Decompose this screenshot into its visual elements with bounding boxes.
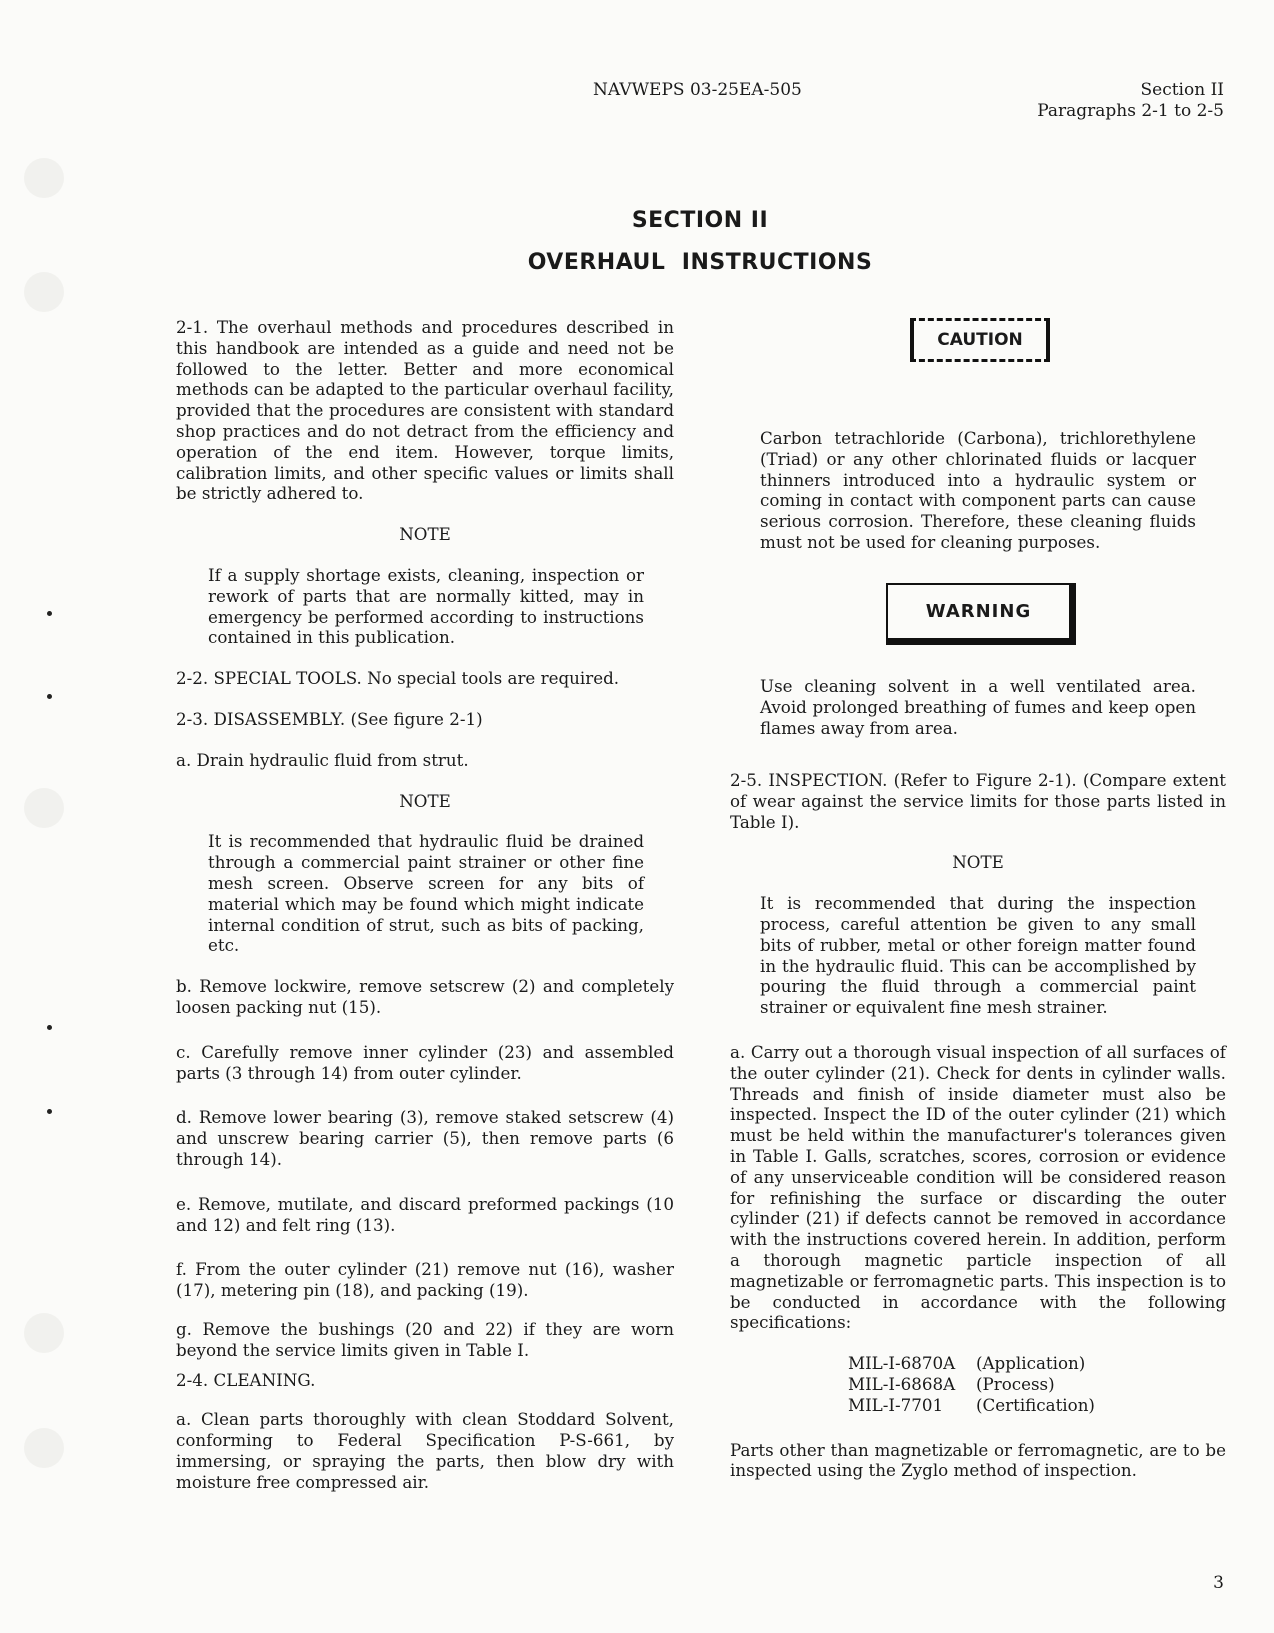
caution-text: Carbon tetrachloride (Carbona), trichlorethylene (Triad) or any other chlorinated fluids or lacquer thinners introduced into a hydraulic system or coming in contact with component parts can cause serious corrosion. Therefore, these cleaning fluids must not be used for cleaning purposes. bbox=[760, 428, 1196, 552]
caution-label: CAUTION bbox=[910, 318, 1050, 362]
right-column-lower bbox=[730, 770, 1226, 1481]
section-title: SECTION II bbox=[631, 208, 769, 233]
specification-list bbox=[848, 1353, 1226, 1415]
cleaning-step-a: a. Clean parts thoroughly with clean Stoddard Solvent, conforming to Federal Specification P-S-661, by immersing, or spraying the parts, then blow dry with moisture free compressed air. bbox=[176, 1409, 674, 1492]
specification-item bbox=[848, 1395, 1226, 1416]
note-text: If a supply shortage exists, cleaning, inspection or rework of parts that are normally kitted, may in emergency be performed according to instructions contained in this publication. bbox=[208, 564, 644, 648]
binder-hole bbox=[24, 788, 64, 828]
inspection-step-a: a. Carry out a thorough visual inspection of all surfaces of the outer cylinder (21). Check for dents in cylinder walls. Threads and finish of inside diameter must also be inspected. Inspect the ID of the outer cylinder (21) which must be held within the manufacturer's tolerances given in Table I. Galls, scratches, scores, corrosion or evidence of any unserviceable condition will be considered reason for refinishing the surface or discarding the outer cylinder (21) if defects cannot be removed in accordance with the instructions covered herein. In addition, perform a thorough magnetic particle inspection of all magnetizable or ferromagnetic parts. This inspection is to be conducted in accordance with the following specifications: bbox=[730, 1041, 1226, 1333]
section-reference: Section II bbox=[1140, 80, 1224, 100]
binder-hole bbox=[24, 158, 64, 198]
paragraph-2-5: 2-5. INSPECTION. (Refer to Figure 2-1). (Compare extent of wear against the service limits for those parts listed in Table I). bbox=[730, 770, 1226, 832]
specification-item bbox=[848, 1374, 1226, 1395]
paragraph-range: Paragraphs 2-1 to 2-5 bbox=[1037, 101, 1224, 121]
punch-mark bbox=[47, 1109, 52, 1114]
binder-hole bbox=[24, 1428, 64, 1468]
punch-mark bbox=[47, 1025, 52, 1030]
spec-code: MIL-I-7701 bbox=[848, 1394, 944, 1415]
step-b: b. Remove lockwire, remove setscrew (2) and completely loosen packing nut (15). bbox=[176, 976, 674, 1017]
section-name: OVERHAUL INSTRUCTIONS bbox=[527, 250, 873, 275]
final-paragraph: Parts other than magnetizable or ferromagnetic, are to be inspected using the Zyglo method of inspection. bbox=[730, 1439, 1226, 1481]
note-label: NOTE bbox=[399, 524, 451, 545]
warning-label: WARNING bbox=[886, 583, 1076, 645]
right-column-middle bbox=[760, 676, 1196, 738]
page-number: 3 bbox=[1213, 1573, 1224, 1593]
paragraph-2-4: 2-4. CLEANING. bbox=[176, 1370, 316, 1391]
binder-hole bbox=[24, 1313, 64, 1353]
step-d: d. Remove lower bearing (3), remove staked setscrew (4) and unscrew bearing carrier (5), then remove parts (6 through 14). bbox=[176, 1107, 674, 1169]
note-text: It is recommended that during the inspection process, careful attention be given to any small bits of rubber, metal or other foreign matter found in the hydraulic fluid. This can be accomplished by pouring the fluid through a commercial paint strainer or equivalent fine mesh strainer. bbox=[760, 893, 1196, 1018]
paragraph-2-2: 2-2. SPECIAL TOOLS. No special tools are required. bbox=[176, 668, 620, 689]
step-a: a. Drain hydraulic fluid from strut. bbox=[176, 749, 469, 770]
note-label: NOTE bbox=[399, 790, 451, 811]
spec-code: MIL-I-6870A bbox=[848, 1353, 956, 1374]
punch-mark bbox=[47, 694, 52, 699]
spec-code: MIL-I-6868A bbox=[848, 1373, 956, 1394]
warning-text: Use cleaning solvent in a well ventilated area. Avoid prolonged breathing of fumes and keep open flames away from area. bbox=[760, 676, 1196, 738]
spec-description: (Process) bbox=[976, 1373, 1055, 1394]
punch-mark bbox=[47, 611, 52, 616]
step-e: e. Remove, mutilate, and discard preformed packings (10 and 12) and felt ring (13). bbox=[176, 1193, 674, 1235]
note-label: NOTE bbox=[952, 852, 1004, 873]
paragraph-2-3: 2-3. DISASSEMBLY. (See figure 2-1) bbox=[176, 708, 483, 729]
left-column bbox=[176, 317, 674, 1492]
step-f: f. From the outer cylinder (21) remove nut (16), washer (17), metering pin (18), and packing (19). bbox=[176, 1259, 674, 1301]
step-c: c. Carefully remove inner cylinder (23) and assembled parts (3 through 14) from outer cylinder. bbox=[176, 1041, 674, 1083]
step-g: g. Remove the bushings (20 and 22) if they are worn beyond the service limits given in Table I. bbox=[176, 1318, 674, 1360]
right-column-upper bbox=[760, 428, 1196, 553]
paragraph-2-1: 2-1. The overhaul methods and procedures described in this handbook are intended as a guide and need not be followed to the letter. Better and more economical methods can be adapted to the particular overhaul facility, provided that the procedures are consistent with standard shop practices and do not detract from the efficiency and operation of the end item. However, torque limits, calibration limits, and other specific values or limits shall be strictly adhered to. bbox=[176, 317, 674, 504]
document-number: NAVWEPS 03-25EA-505 bbox=[593, 80, 802, 100]
specification-item bbox=[848, 1353, 1226, 1374]
binder-hole bbox=[24, 272, 64, 312]
spec-description: (Application) bbox=[976, 1353, 1086, 1374]
note-text: It is recommended that hydraulic fluid be drained through a commercial paint strainer or other fine mesh screen. Observe screen for any bits of material which may be found which might indicate internal condition of strut, such as bits of packing, etc. bbox=[208, 831, 644, 956]
spec-description: (Certification) bbox=[976, 1394, 1095, 1415]
